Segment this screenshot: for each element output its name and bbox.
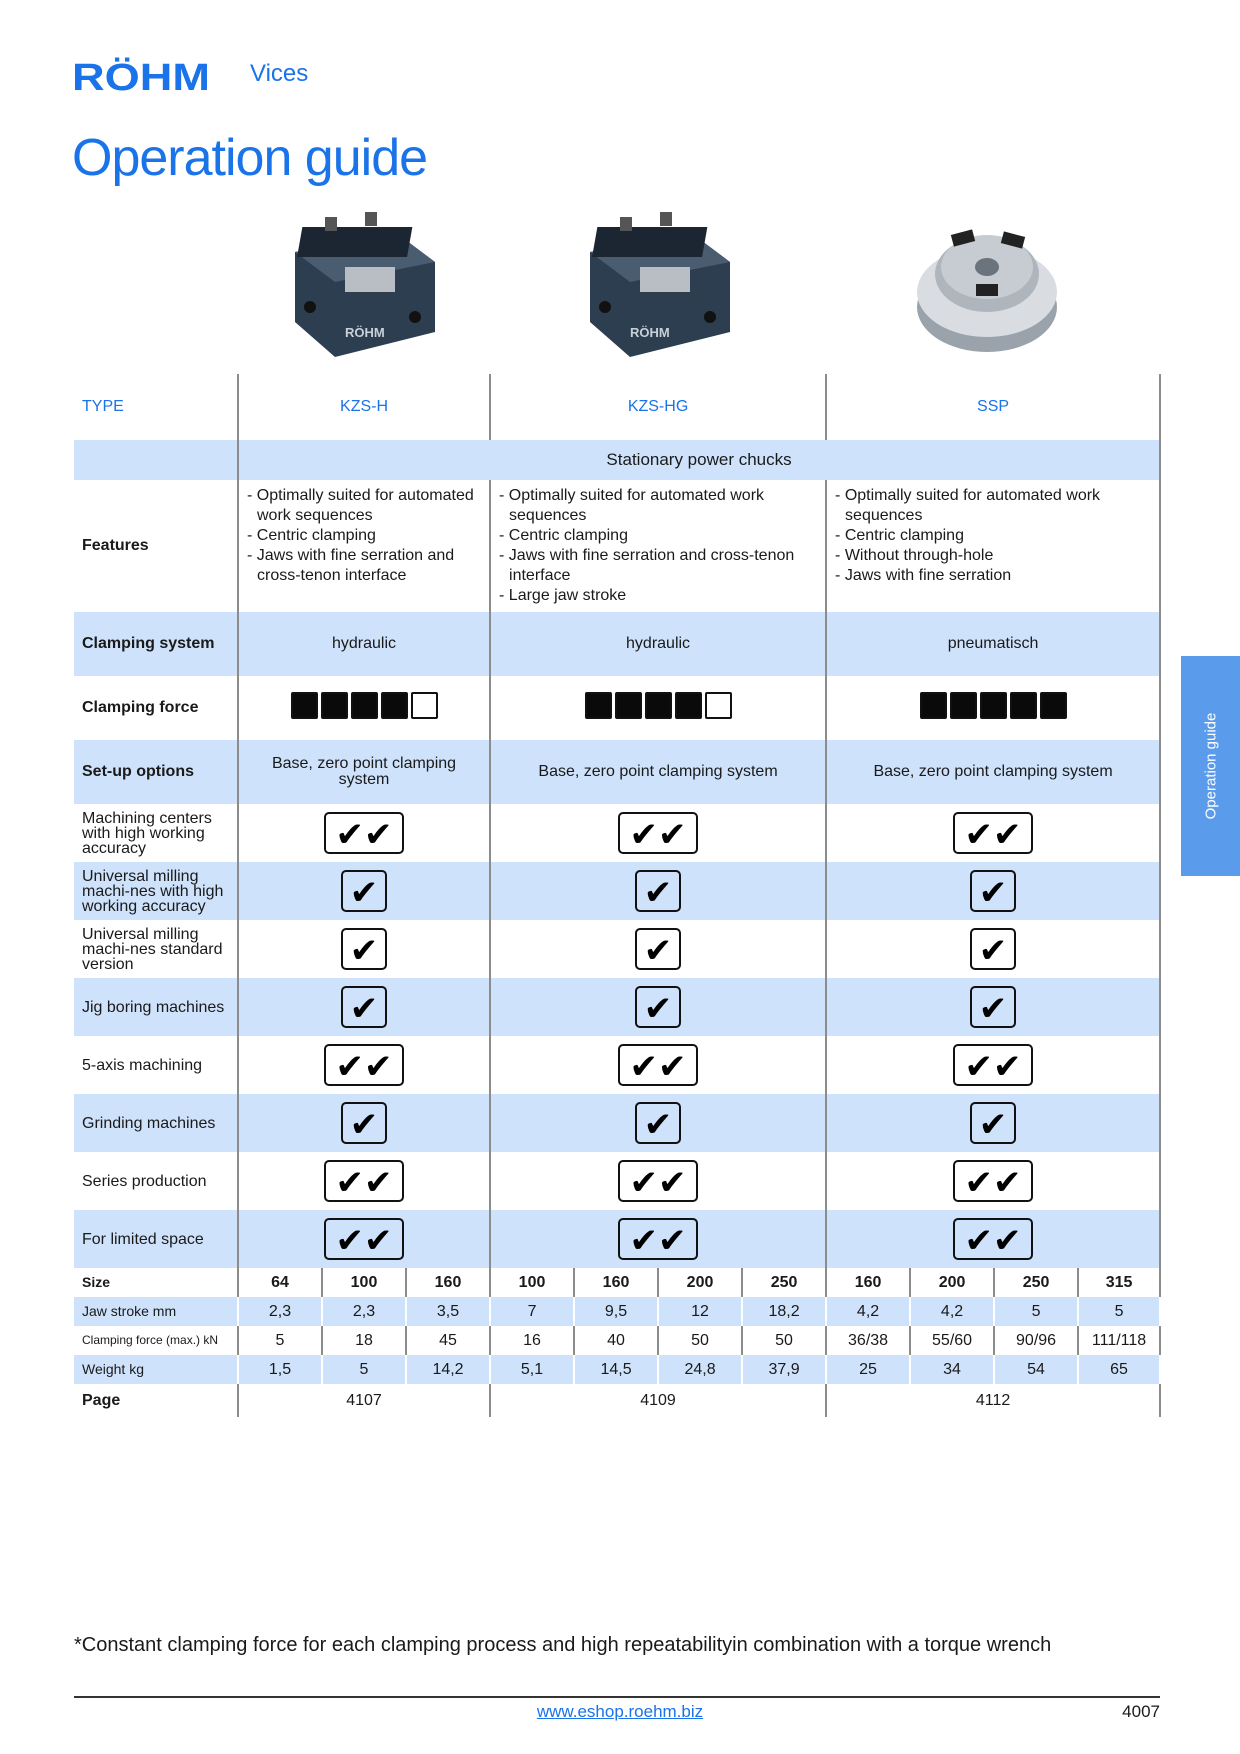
size-cell: 160 [406,1268,490,1297]
type-kzs-h: KZS-H [238,374,490,440]
svg-text:RÖHM: RÖHM [630,325,670,340]
clamping-system-kzs-hg: hydraulic [490,612,826,676]
force-block-filled [291,692,318,719]
suitability-row [74,804,1160,862]
suitability-row [74,1036,1160,1094]
jaw-stroke-label: Jaw stroke mm [74,1297,238,1326]
jaw-stroke-cell: 9,5 [574,1297,658,1326]
weight-cell: 1,5 [238,1355,322,1384]
jaw-stroke-cell: 2,3 [322,1297,406,1326]
jaw-stroke-cell: 5 [994,1297,1078,1326]
suitability-row [74,1094,1160,1152]
force-block-filled [321,692,348,719]
page-number: 4007 [1122,1702,1160,1721]
setup-kzs-hg: Base, zero point clamping system [490,740,826,804]
double-check-icon: ✔✔ [324,812,404,854]
size-cell: 160 [826,1268,910,1297]
check-icon: ✔ [635,870,681,912]
weight-label: Weight kg [74,1355,238,1384]
clamping-force-meter [585,692,732,719]
size-cell: 100 [490,1268,574,1297]
weight-cell: 5,1 [490,1355,574,1384]
ssp-product-image [912,212,1062,362]
suitability-row [74,862,1160,920]
check-icon: ✔ [635,1102,681,1144]
suitability-label: Universal milling machi-nes standard version [74,920,238,978]
clamping-force-row [74,676,1160,740]
force-block-filled [615,692,642,719]
side-tab[interactable] [1181,656,1240,876]
suitability-label: Machining centers with high working accuracy [74,804,238,862]
features-kzs-hg: - Optimally suited for automated work sequences - Centric clamping - Jaws with fine serration and cross-tenon interface - Large jaw stroke [490,480,826,612]
check-icon: ✔ [970,1102,1016,1144]
weight-cell: 14,2 [406,1355,490,1384]
type-kzs-hg: KZS-HG [490,374,826,440]
check-icon: ✔ [341,986,387,1028]
type-row [74,374,1160,440]
suitability-label: For limited space [74,1210,238,1268]
clamping-force-kn-cell: 90/96 [994,1326,1078,1355]
clamping-force-kn-cell: 18 [322,1326,406,1355]
check-icon: ✔ [635,986,681,1028]
force-block-filled [950,692,977,719]
jaw-stroke-cell: 5 [1078,1297,1160,1326]
double-check-icon: ✔✔ [324,1218,404,1260]
side-tab-label: Operation guide [1202,712,1219,820]
weight-row [74,1355,1160,1384]
check-icon: ✔ [635,928,681,970]
suitability-rows [74,804,1160,1268]
suitability-label: Universal milling machi-nes with high working accuracy [74,862,238,920]
size-cell: 315 [1078,1268,1160,1297]
weight-cell: 37,9 [742,1355,826,1384]
footnote: *Constant clamping force for each clamping process and high repeatabilityin combination with a torque wrench [74,1634,1052,1656]
double-check-icon: ✔✔ [618,812,698,854]
suitability-row [74,1152,1160,1210]
clamping-force-kn-label: Clamping force (max.) kN [74,1326,238,1355]
jaw-stroke-cell: 4,2 [826,1297,910,1326]
type-label: TYPE [74,374,238,440]
suitability-label: Series production [74,1152,238,1210]
double-check-icon: ✔✔ [618,1044,698,1086]
clamping-system-label: Clamping system [74,612,238,676]
weight-cell: 5 [322,1355,406,1384]
size-cell: 160 [574,1268,658,1297]
double-check-icon: ✔✔ [618,1160,698,1202]
suitability-label: Jig boring machines [74,978,238,1036]
check-icon: ✔ [970,870,1016,912]
jaw-stroke-row [74,1297,1160,1326]
svg-text:RÖHM: RÖHM [72,57,189,96]
page-title: Operation guide [72,129,428,187]
kzs-hg-product-image [580,212,740,362]
suitability-row [74,920,1160,978]
weight-cell: 34 [910,1355,994,1384]
kzs-h-product-image [285,212,445,362]
size-table [74,1268,1160,1417]
force-block-filled [585,692,612,719]
size-cell: 250 [994,1268,1078,1297]
page-row [74,1384,1160,1417]
features-label: Features [74,480,238,612]
double-check-icon: ✔✔ [618,1218,698,1260]
double-check-icon: ✔✔ [953,812,1033,854]
category-label: Stationary power chucks [238,440,1160,480]
size-cell: 200 [658,1268,742,1297]
roehm-logo [72,56,212,96]
force-block-filled [351,692,378,719]
suitability-row [74,978,1160,1036]
check-icon: ✔ [341,928,387,970]
check-icon: ✔ [970,928,1016,970]
clamping-force-label: Clamping force [74,676,238,740]
weight-cell: 54 [994,1355,1078,1384]
force-block-filled [980,692,1007,719]
clamping-force-kn-cell: 36/38 [826,1326,910,1355]
clamping-system-row [74,612,1160,676]
force-block-filled [920,692,947,719]
setup-ssp: Base, zero point clamping system [826,740,1160,804]
page-label: Page [74,1384,238,1417]
size-cell: 250 [742,1268,826,1297]
jaw-stroke-cell: 2,3 [238,1297,322,1326]
jaw-stroke-cell: 7 [490,1297,574,1326]
size-cell: 100 [322,1268,406,1297]
weight-cell: 65 [1078,1355,1160,1384]
page-ref-ssp[interactable]: 4112 [826,1384,1160,1417]
force-block-filled [1010,692,1037,719]
check-icon: ✔ [970,986,1016,1028]
check-icon: ✔ [341,870,387,912]
page-ref-kzs-hg[interactable]: 4109 [490,1384,826,1417]
setup-label: Set-up options [74,740,238,804]
svg-text:RÖHM: RÖHM [345,325,385,340]
page-ref-kzs-h[interactable]: 4107 [238,1384,490,1417]
suitability-label: 5-axis machining [74,1036,238,1094]
clamping-force-kn-row [74,1326,1160,1355]
features-kzs-h: - Optimally suited for automated work sequences - Centric clamping - Jaws with fine serration and cross-tenon interface [238,480,490,612]
suitability-row [74,1210,1160,1268]
clamping-force-meter [920,692,1067,719]
double-check-icon: ✔✔ [324,1160,404,1202]
size-cell: 64 [238,1268,322,1297]
clamping-force-kn-cell: 40 [574,1326,658,1355]
weight-cell: 25 [826,1355,910,1384]
weight-cell: 14,5 [574,1355,658,1384]
suitability-label: Grinding machines [74,1094,238,1152]
clamping-force-kn-cell: 50 [658,1326,742,1355]
force-block-filled [381,692,408,719]
double-check-icon: ✔✔ [953,1044,1033,1086]
clamping-system-ssp: pneumatisch [826,612,1160,676]
jaw-stroke-cell: 3,5 [406,1297,490,1326]
eshop-link[interactable]: www.eshop.roehm.biz [536,1702,704,1721]
double-check-icon: ✔✔ [953,1218,1033,1260]
force-block-filled [645,692,672,719]
section-name: Vices [250,60,309,87]
clamping-system-kzs-h: hydraulic [238,612,490,676]
force-block-filled [1040,692,1067,719]
check-icon: ✔ [341,1102,387,1144]
features-ssp: - Optimally suited for automated work sequences - Centric clamping - Without through-hole - Jaws with fine serration [826,480,1160,612]
features-row [74,480,1160,612]
clamping-force-kn-cell: 16 [490,1326,574,1355]
jaw-stroke-cell: 18,2 [742,1297,826,1326]
clamping-force-kn-cell: 45 [406,1326,490,1355]
double-check-icon: ✔✔ [953,1160,1033,1202]
force-block-filled [675,692,702,719]
size-cell: 200 [910,1268,994,1297]
force-block-empty [705,692,732,719]
operation-guide-table [74,374,1161,1417]
category-row [74,440,1160,480]
clamping-force-kn-cell: 55/60 [910,1326,994,1355]
clamping-force-kn-cell: 50 [742,1326,826,1355]
size-row [74,1268,1160,1297]
jaw-stroke-cell: 4,2 [910,1297,994,1326]
force-block-empty [411,692,438,719]
clamping-force-kn-cell: 5 [238,1326,322,1355]
clamping-force-meter [291,692,438,719]
clamping-force-kn-cell: 111/118 [1078,1326,1160,1355]
type-ssp: SSP [826,374,1160,440]
jaw-stroke-cell: 12 [658,1297,742,1326]
footer-divider [74,1696,1160,1698]
setup-row [74,740,1160,804]
setup-kzs-h: Base, zero point clamping system [238,740,490,804]
weight-cell: 24,8 [658,1355,742,1384]
size-label: Size [74,1268,238,1297]
double-check-icon: ✔✔ [324,1044,404,1086]
